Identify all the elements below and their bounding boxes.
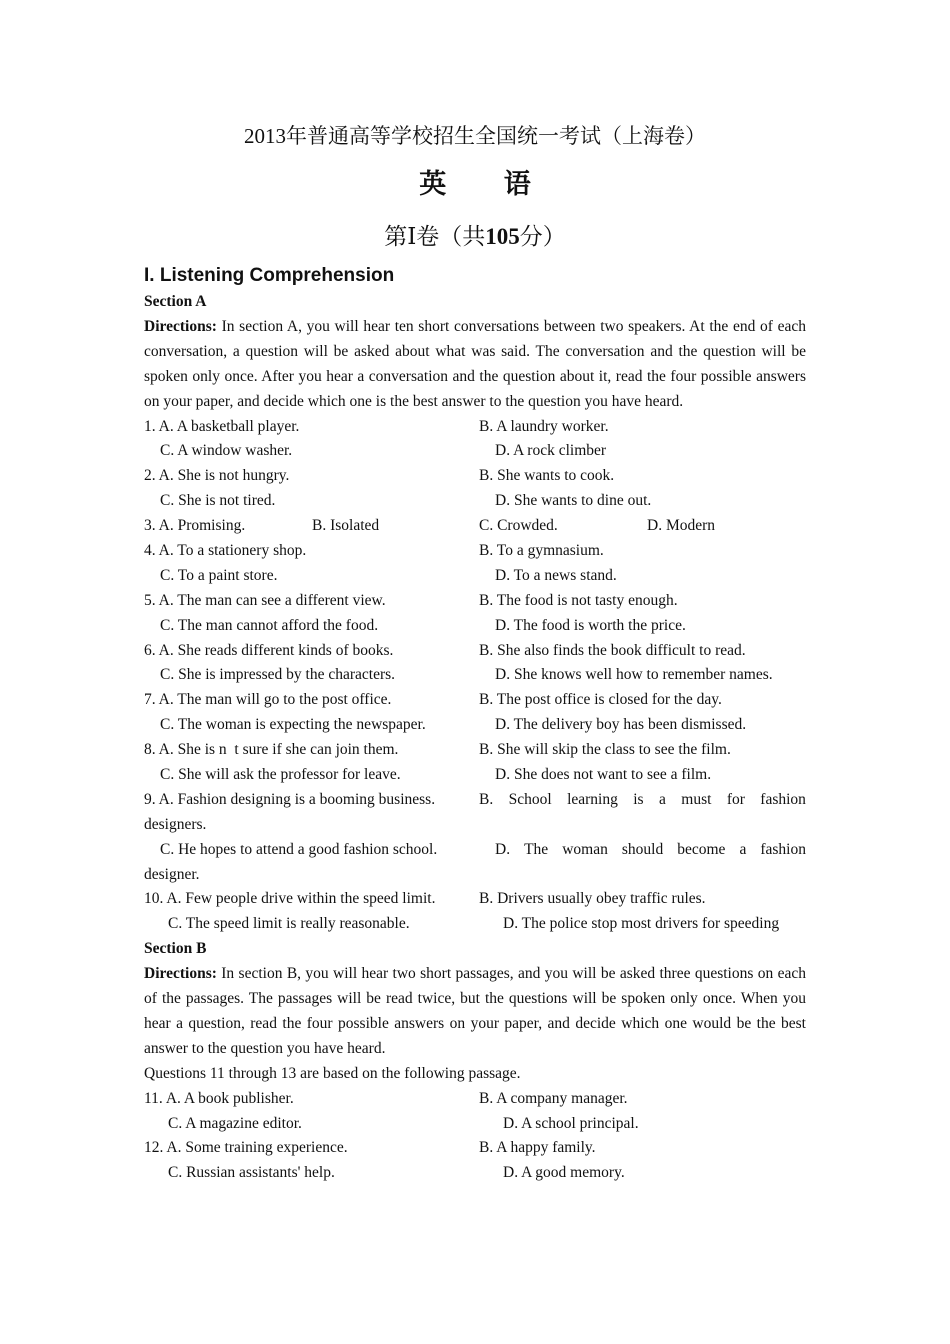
section-b-directions	[144, 962, 806, 1062]
option-b: B. A happy family.	[479, 1139, 596, 1157]
option-word: become	[677, 840, 726, 858]
option-word: for	[726, 790, 745, 808]
option-d-tail: designer.	[144, 865, 200, 883]
option-word: fashion	[760, 840, 806, 858]
option-b: B. The food is not tasty enough.	[479, 591, 678, 609]
question-11-row-2	[144, 1112, 806, 1137]
option-b: B. To a gymnasium.	[479, 541, 604, 559]
question-10-row-2	[144, 912, 806, 937]
option-c: C. The man cannot afford the food.	[160, 616, 379, 634]
option-a: 6. A. She reads different kinds of books.	[144, 641, 394, 659]
option-d: D. To a news stand.	[495, 566, 617, 584]
option-c: C. Russian assistants' help.	[168, 1164, 335, 1182]
option-b: B. A company manager.	[479, 1089, 628, 1107]
option-d: D. She knows well how to remember names.	[495, 666, 773, 684]
option-c: C. A magazine editor.	[168, 1114, 302, 1132]
option-word: B.	[479, 790, 494, 808]
directions-text: In section A, you will hear ten short conversations between two speakers. At the end of each conversation, a question will be asked about what was said. The conversation and the question will be spoken only once. After you hear a conversation and the question about it, read the four possible answers on your paper, and decide which one is the best answer to the question you have heard.	[144, 317, 806, 410]
question-2-row-2	[144, 489, 806, 514]
option-a: 10. A. Few people drive within the speed limit.	[144, 890, 436, 908]
section-a-directions	[144, 315, 806, 415]
option-word: learning	[567, 790, 618, 808]
question-4-row-1	[144, 539, 806, 564]
question-11-row-1	[144, 1087, 806, 1112]
volume-title	[0, 218, 950, 251]
option-a: 9. A. Fashion designing is a booming business.	[144, 790, 436, 808]
option-d: D. She wants to dine out.	[495, 492, 652, 510]
option-c: C. A window washer.	[160, 442, 293, 460]
volume-prefix: 第Ⅰ卷（共	[384, 224, 486, 249]
option-a: 12. A. Some training experience.	[144, 1139, 348, 1157]
option-c: C. She is impressed by the characters.	[160, 666, 396, 684]
option-b: B. She will skip the class to see the film.	[479, 741, 731, 759]
option-word: should	[621, 840, 664, 858]
option-b: B. Drivers usually obey traffic rules.	[479, 890, 706, 908]
section-b-title: Section B	[144, 940, 207, 958]
volume-score: 105	[485, 224, 520, 249]
directions-label: Directions:	[144, 965, 217, 983]
option-b: B. She also finds the book difficult to read.	[479, 641, 746, 659]
volume-suffix: 分）	[519, 224, 566, 249]
option-word: fashion	[760, 790, 806, 808]
exam-title: 2013年普通高等学校招生全国统一考试（上海卷）	[244, 124, 706, 148]
passage-note: Questions 11 through 13 are based on the following passage.	[144, 1064, 521, 1082]
option-c: C. She will ask the professor for leave.	[160, 766, 401, 783]
directions-text: In section B, you will hear two short passages, and you will be asked three questions on each of the passages. The passages will be read twice, but the questions will be spoken only once. When you hear a question, read the four possible answers on your paper, and decide which one would be the best answer to the question you have heard.	[144, 965, 806, 1057]
option-word: a	[739, 840, 747, 858]
option-a: 7. A. The man will go to the post office.	[144, 691, 392, 709]
option-word: must	[681, 790, 712, 808]
question-6-row-2	[144, 663, 806, 688]
directions-label: Directions:	[144, 317, 217, 335]
option-b: B. The post office is closed for the day.	[479, 691, 722, 709]
option-a: 3. A. Promising.	[144, 517, 246, 535]
option-word: D.	[495, 840, 511, 858]
option-c: C. The woman is expecting the newspaper.	[160, 716, 426, 734]
option-a: 4. A. To a stationery shop.	[144, 541, 307, 559]
question-1-row-2	[144, 439, 806, 464]
question-5-row-1	[144, 589, 806, 614]
part-heading: I. Listening Comprehension	[144, 265, 395, 286]
question-6-row-1	[144, 639, 806, 664]
question-12-row-2	[144, 1161, 806, 1186]
question-9-row-3	[144, 838, 806, 863]
exam-content	[144, 262, 806, 1186]
option-a: 2. A. She is not hungry.	[144, 467, 290, 485]
question-9-row-4	[144, 863, 806, 888]
option-c: C. To a paint store.	[160, 566, 278, 584]
option-d: D. A school principal.	[503, 1114, 639, 1132]
option-d: D. The food is worth the price.	[495, 616, 686, 634]
option-word: The	[524, 840, 549, 858]
subject-title: 英 语	[419, 169, 555, 200]
option-d: D. A good memory.	[503, 1164, 625, 1182]
option-d	[495, 838, 806, 863]
option-word: woman	[562, 840, 608, 858]
option-a: 5. A. The man can see a different view.	[144, 591, 386, 609]
option-b: B. A laundry worker.	[479, 417, 609, 435]
option-a: 11. A. A book publisher.	[144, 1089, 294, 1107]
option-d: D. Modern	[647, 517, 716, 535]
option-b-tail: designers.	[144, 815, 207, 833]
question-8-row-1	[144, 738, 806, 763]
option-d: D. She does not want to see a film.	[495, 766, 712, 783]
option-d: D. The police stop most drivers for speeding	[503, 915, 780, 933]
question-8-row-2	[144, 763, 806, 788]
option-word: is	[633, 790, 644, 808]
option-word: a	[658, 790, 666, 808]
question-7-row-2	[144, 713, 806, 738]
option-c: C. The speed limit is really reasonable.	[168, 915, 410, 933]
option-c: C. Crowded.	[479, 517, 558, 535]
question-1-row-1	[144, 415, 806, 440]
option-word: School	[508, 790, 552, 808]
section-a-title: Section A	[144, 293, 207, 310]
option-c: C. She is not tired.	[160, 492, 276, 510]
option-b: B. She wants to cook.	[479, 467, 615, 485]
option-a: 8. A. She is n t sure if she can join them.	[144, 741, 399, 759]
question-9-row-1	[144, 788, 806, 813]
question-9-row-2	[144, 813, 806, 838]
question-7-row-1	[144, 688, 806, 713]
option-b: B. Isolated	[312, 517, 380, 535]
option-a: 1. A. A basketball player.	[144, 417, 300, 435]
question-5-row-2	[144, 614, 806, 639]
option-d: D. The delivery boy has been dismissed.	[495, 716, 747, 734]
question-12-row-1	[144, 1136, 806, 1161]
option-d: D. A rock climber	[495, 442, 607, 460]
option-b	[479, 788, 806, 813]
question-3-row	[144, 514, 806, 539]
option-c: C. He hopes to attend a good fashion school.	[160, 840, 438, 858]
question-10-row-1	[144, 887, 806, 912]
question-4-row-2	[144, 564, 806, 589]
question-2-row-1	[144, 464, 806, 489]
